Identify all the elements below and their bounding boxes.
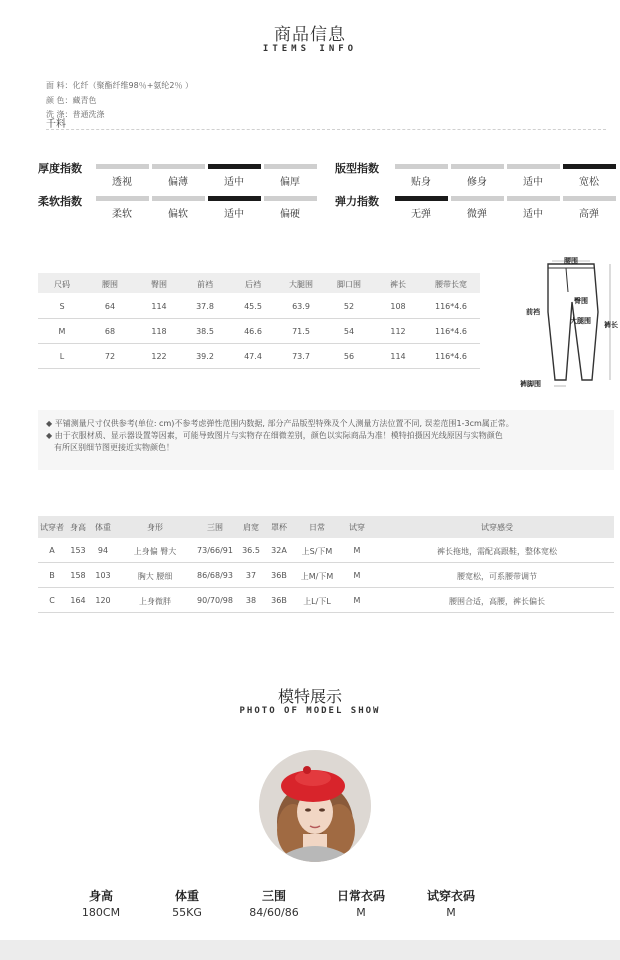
size-table-header: 脚口围 [337,280,361,289]
size-table-cell: 116*4.6 [435,327,467,336]
trial-table-cell: M [353,571,361,580]
size-table-header: 后裆 [245,280,261,289]
size-table-cell: 54 [343,327,355,336]
trial-table-cell: 36B [271,596,287,605]
diagram-label-waist: 腰围 [564,257,578,265]
trial-table-cell: 73/66/91 [197,546,233,555]
size-table-header: 前裆 [197,280,213,289]
trial-table-cell: B [49,571,55,580]
index-bar [451,164,504,169]
model-avatar [259,750,371,862]
diagram-label-hem: 裤脚围 [520,380,541,388]
trial-table-header: 三围 [207,523,223,532]
size-table-cell: 112 [390,327,406,336]
trial-table-cell: M [353,546,361,555]
index-bar [264,164,317,169]
index-option: 贴身 [411,177,431,188]
trial-table-cell: C [49,596,55,605]
trial-table-cell: 120 [95,596,111,605]
trial-table-cell: 上M/下M [300,572,334,581]
table-row-divider [38,368,480,369]
model-stat-label: 日常衣码 [336,889,385,903]
size-table-cell: 122 [151,352,167,361]
size-table-header: 裤长 [390,280,406,289]
index-option: 无弹 [411,209,431,220]
trial-table-cell: 上S/下M [301,547,333,556]
index-bar [152,196,205,201]
size-table-cell: 71.5 [292,327,310,336]
size-table-cell: 52 [343,302,355,311]
index-option: 宽松 [579,177,599,188]
trial-table-cell: 38 [245,596,257,605]
model-stat-value: M [446,906,456,919]
index-option: 透视 [112,177,132,188]
model-stat-label: 体重 [174,889,199,903]
trial-table-header: 日常 [309,523,325,532]
index-label: 厚度指数 [38,162,82,175]
index-bar [208,196,261,201]
trial-table-cell: 164 [70,596,86,605]
size-table-cell: 116*4.6 [435,302,467,311]
size-table-cell: 45.5 [244,302,262,311]
index-option: 适中 [224,209,244,220]
index-option: 偏薄 [168,177,188,188]
size-table-cell: 56 [343,352,355,361]
size-table-cell: 116*4.6 [435,352,467,361]
index-bar [563,164,616,169]
divider [46,129,606,130]
trial-table-cell: 158 [70,571,86,580]
trial-table-cell: 腰宽松，可系腰带调节 [457,572,537,581]
size-table-header: 大腿围 [289,280,313,289]
trial-table-cell: A [49,546,55,555]
trial-table-cell: 胸大 腰细 [137,572,173,581]
size-table-cell: 118 [151,327,167,336]
index-bar [96,164,149,169]
trial-table-cell: 上身偏 臀大 [133,547,177,556]
size-table-cell: 63.9 [292,302,310,311]
trial-table-cell: 32A [271,546,287,555]
index-bar [507,196,560,201]
size-table-cell: M [58,327,66,336]
trial-table-cell: 90/70/98 [197,596,233,605]
size-table-header: 腰带长宽 [435,280,467,289]
size-table-cell: 68 [104,327,116,336]
note-line: ◆ 平铺测量尺寸仅供参考(单位: cm)不参考虑弹性范围内数据, 部分产品版型特殊及个人测量方法位置不同, 误差范围1-3cm属正常。 [46,419,514,428]
size-table-cell: 114 [151,302,167,311]
diagram-label-front-rise: 前裆 [526,308,540,316]
trial-table-header: 试穿 [349,523,365,532]
fabric-overlay-text: 千料 [46,119,66,130]
trial-table-header: 身形 [147,523,163,532]
index-bar [395,196,448,201]
table-row-divider [38,587,614,588]
trial-table-header: 试穿感受 [481,523,513,532]
index-option: 微弹 [467,209,487,220]
model-stat-value: 180CM [81,906,121,919]
size-table-cell: 46.6 [244,327,262,336]
trial-table-header: 体重 [95,523,111,532]
size-table-cell: 47.4 [244,352,262,361]
trial-table-header: 罩杯 [271,523,287,532]
table-row-divider [38,343,480,344]
index-bar [152,164,205,169]
model-stat-value: 84/60/86 [249,906,299,919]
trial-table-cell: 裤长拖地，需配高跟鞋，整体宽松 [437,547,557,556]
fabric-color: 颜 色：藏青色 [46,96,97,105]
size-table-cell: 64 [104,302,116,311]
size-table-cell: S [59,302,65,311]
trial-table-cell: 36B [271,571,287,580]
trial-table-cell: 94 [97,546,109,555]
trial-table-cell: 103 [95,571,111,580]
index-option: 高弹 [579,209,599,220]
fabric-wash: 洗 涤：普通洗涤 [46,110,105,119]
index-bar [395,164,448,169]
index-bar [96,196,149,201]
index-option: 柔软 [112,209,132,220]
size-table-cell: 37.8 [196,302,214,311]
section-title: 商品信息 [274,25,346,45]
size-table-header: 臀围 [151,280,167,289]
size-table-cell: 108 [390,302,406,311]
trial-table-cell: M [353,596,361,605]
model-stat-label: 试穿衣码 [426,889,475,903]
index-bar [451,196,504,201]
fabric-material: 面 料：化纤（聚酯纤维98％+氨纶2％ ） [46,81,194,90]
size-table-cell: L [59,352,65,361]
index-option: 偏硬 [280,209,300,220]
table-row-divider [38,612,614,613]
index-bar [208,164,261,169]
model-stat-value: M [356,906,366,919]
index-bar [264,196,317,201]
trial-table-cell: 腰围合适，高腰，裤长偏长 [449,597,545,606]
model-stat-label: 三围 [261,889,286,903]
size-table-cell: 39.2 [196,352,214,361]
index-label: 柔软指数 [38,195,82,208]
model-stat-label: 身高 [88,889,113,903]
trial-table-cell: 上L/下L [303,597,331,606]
size-table-cell: 73.7 [292,352,310,361]
trial-table-cell: 153 [70,546,86,555]
index-option: 适中 [523,209,543,220]
index-option: 适中 [523,177,543,188]
table-row-divider [38,562,614,563]
index-label: 弹力指数 [335,195,379,208]
trial-table-header: 肩宽 [243,523,259,532]
index-bar [563,196,616,201]
trial-table-header: 身高 [70,523,86,532]
index-option: 偏厚 [280,177,300,188]
diagram-label-thigh: 大腿围 [570,317,591,325]
size-table-header: 腰围 [102,280,118,289]
trial-table-cell: 86/68/93 [197,571,233,580]
index-bar [507,164,560,169]
trial-table-cell: 上身微胖 [139,597,171,606]
index-option: 修身 [467,177,487,188]
size-table-cell: 114 [390,352,406,361]
note-line: ◆ 由于衣服材质、显示器设置等因素，可能导致图片与实物存在细微差别，颜色以实际商品为准！模特拍摄因光线原因与实物颜色 [46,431,503,440]
diagram-label-length: 裤长 [604,321,618,329]
index-option: 适中 [224,177,244,188]
trial-table-header: 试穿者 [40,523,64,532]
size-table-cell: 72 [104,352,116,361]
size-table-header: 尺码 [54,280,70,289]
model-section-title: 模特展示 [277,687,342,706]
section-subtitle: ITEMS INFO [262,44,358,54]
model-section-subtitle: PHOTO OF MODEL SHOW [239,706,381,716]
index-label: 版型指数 [335,162,379,175]
model-stat-value: 55KG [172,906,202,919]
diagram-label-hip: 臀围 [574,297,588,305]
trial-table-cell: 36.5 [242,546,260,555]
index-option: 偏软 [168,209,188,220]
table-row-divider [38,318,480,319]
note-line: 有所区别细节图更接近实物颜色！ [54,443,174,452]
trial-table-cell: 37 [245,571,257,580]
next-section-preview [0,940,620,960]
pants-diagram [508,252,620,392]
size-table-cell: 38.5 [196,327,214,336]
size-note-box [38,410,614,470]
